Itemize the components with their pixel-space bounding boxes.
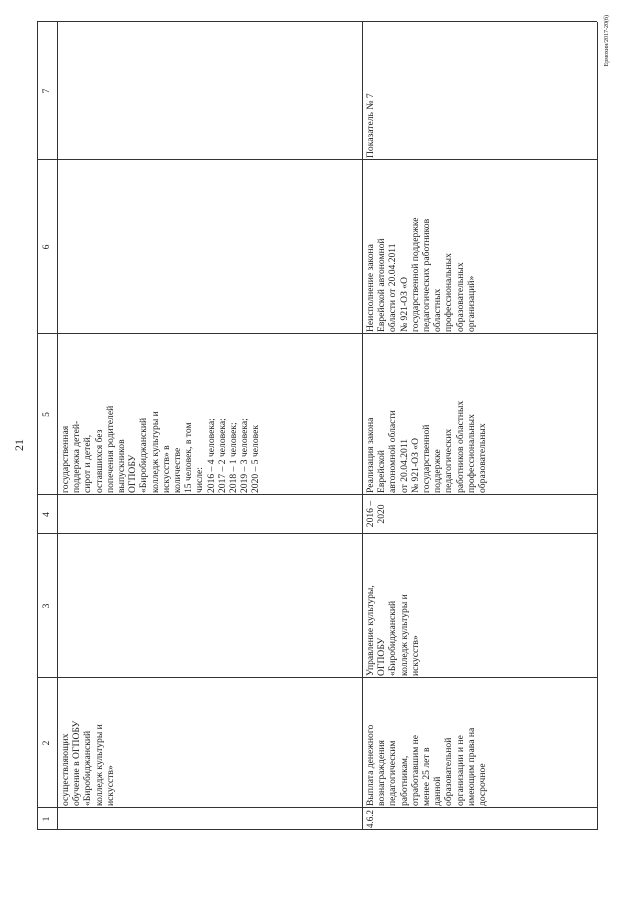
table-cell: 2016 – 2020 xyxy=(365,500,388,528)
table-header-divider xyxy=(57,22,58,830)
column-divider xyxy=(37,677,597,678)
column-divider xyxy=(37,494,597,495)
table-cell: осуществляющих обучение в ОГПОБУ «Биробиджанский колледж культуры и искусств» xyxy=(60,720,116,806)
table-cell xyxy=(60,23,360,158)
column-header: 7 xyxy=(41,88,52,94)
table-cell: Управление культуры, ОГПОБУ «Биробиджанский колледж культуры и искусств» xyxy=(365,585,421,676)
document-code: Ермохин/2017-20(б) xyxy=(604,15,610,67)
page-number: 21 xyxy=(12,439,26,451)
column-header: 2 xyxy=(41,740,52,746)
table-border-right xyxy=(37,21,597,22)
table-cell: Неисполнение закона Еврейской автономной области от 20.04.2011 № 921-ОЗ «О государственной поддержке педагогических работников областных профессиональных образовательных организаций» xyxy=(365,217,477,332)
column-divider xyxy=(37,533,597,534)
table-cell: Выплата денежного вознаграждения педагогическим работникам, отработавшим не менее 25 лет в данной образовательной организации и не имеющим права на досрочное xyxy=(365,724,489,806)
table-border-top xyxy=(37,22,38,830)
column-header: 3 xyxy=(41,603,52,609)
table-cell xyxy=(60,535,360,676)
table-cell xyxy=(60,161,360,332)
column-header: 4 xyxy=(41,512,52,517)
table-cell: Показатель № 7 xyxy=(365,93,376,158)
table-cell: государственная поддержка детей- сирот и детей, оставшихся без попечения родителей выпускников ОГПОБУ «Биробиджанский колледж культуры и искусств» в количестве 15 человек, в том числе: 2016 – 4 человека; 2017 – 2 человека; 2018 – 1 человек; 2019 – 3 человека; 2020 – 5 человек xyxy=(60,405,262,493)
column-divider xyxy=(37,333,597,334)
table-border-bottom xyxy=(597,22,598,830)
table-cell: 4.6.2 xyxy=(365,810,375,828)
column-header: 1 xyxy=(41,816,52,822)
table-cell xyxy=(60,809,360,828)
table-cell: Реализация закона Еврейской автономной области от 20.04.2011 № 921-ОЗ «О государственной поддержке педагогических работников областных профессиональных образовательных xyxy=(365,400,489,493)
table-row-divider xyxy=(362,22,363,830)
column-divider xyxy=(37,159,597,160)
column-header: 5 xyxy=(41,412,52,417)
table-border-left xyxy=(37,829,597,830)
column-header: 6 xyxy=(41,244,52,250)
table-cell xyxy=(60,496,360,532)
